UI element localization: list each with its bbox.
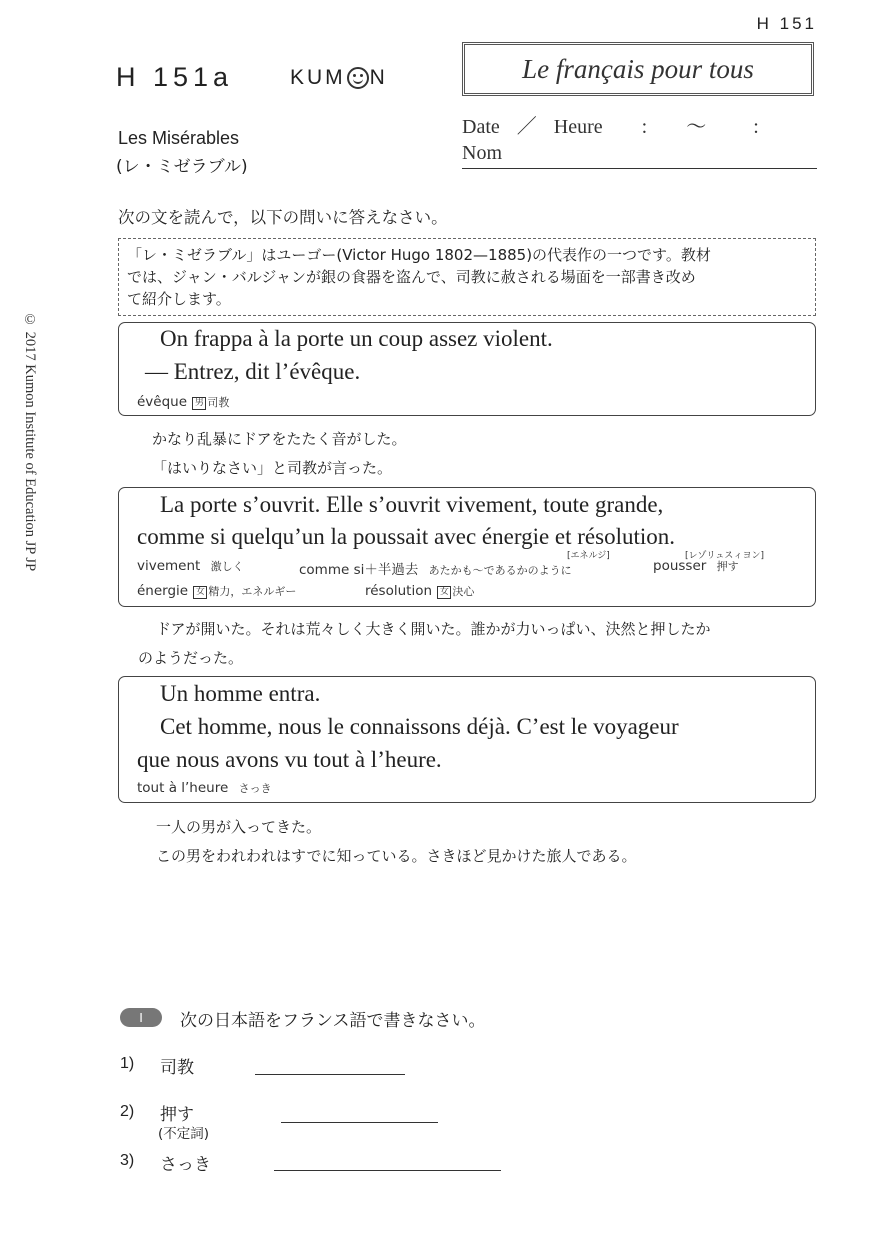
gender-badge: 女 — [437, 586, 451, 599]
question-term: さっき — [160, 1155, 211, 1175]
intro-line: て紹介します。 — [127, 290, 231, 308]
question-number: 2) — [120, 1103, 135, 1120]
question-number: 3) — [120, 1152, 135, 1169]
date-label: Date — [462, 116, 500, 138]
intro-line: では、ジャン・バルジャンが銀の食器を盗んで、司教に赦される場面を一部書き改め — [127, 268, 696, 286]
name-label: Nom — [462, 142, 502, 164]
vocab-meaning: さっき — [238, 782, 272, 795]
lesson-subtitle: (レ・ミゼラブル) — [116, 157, 248, 177]
smiley-o-icon — [347, 67, 369, 89]
vocab-entry — [299, 558, 572, 578]
vocab-meaning: 司教 — [207, 396, 230, 409]
vocab-word: comme si＋半過去 — [299, 562, 419, 578]
french-line: On frappa à la porte un coup assez violent. — [160, 326, 553, 351]
vocab-word: vivement — [137, 558, 201, 574]
vocab-meaning: 精力，エネルギー — [208, 585, 297, 598]
french-line: Cet homme, nous le connaissons déjà. C’est le voyageur — [160, 714, 679, 739]
vocab-word: tout à l’heure — [137, 780, 229, 796]
gender-badge: 女 — [193, 586, 207, 599]
vocab-entry — [137, 583, 296, 599]
translation-line: かなり乱暴にドアをたたく音がした。 — [152, 430, 407, 448]
gender-badge: 男 — [192, 397, 206, 410]
translation-line: のようだった。 — [138, 649, 244, 667]
passage-box-3 — [118, 676, 816, 803]
intro-line: 「レ・ミゼラブル」はユーゴー(Victor Hugo 1802—1885)の代表作の一つです。教材 — [127, 246, 711, 264]
vocab-meaning: あたかも〜であるかのように — [428, 564, 572, 577]
vocab-entry — [137, 394, 229, 410]
brand-left-text: KUM — [290, 66, 346, 89]
translation-line: この男をわれわれはすでに知っている。さきほど見かけた旅人である。 — [156, 847, 637, 865]
question-term: 押す — [160, 1105, 194, 1125]
translation-line: ドアが開いた。それは荒々しく大きく開いた。誰かが力いっぱい、決然と押したか — [156, 620, 711, 638]
french-line: — Entrez, dit l’évêque. — [145, 359, 361, 384]
answer-line[interactable] — [274, 1170, 501, 1171]
question-number: 1) — [120, 1055, 135, 1072]
course-title: Le français pour tous — [522, 53, 754, 84]
time-colon-2: : — [753, 116, 759, 138]
vocab-entry — [137, 558, 244, 574]
french-line: Un homme entra. — [160, 681, 321, 706]
lesson-title: Les Misérables — [118, 128, 240, 148]
vocab-meaning: 決心 — [452, 585, 475, 598]
vocab-entry — [365, 583, 474, 599]
date-time-row — [462, 110, 771, 139]
question-term: 司教 — [160, 1058, 194, 1078]
vocab-entry — [653, 558, 739, 574]
translation-line: 「はいりなさい」と司教が言った。 — [152, 459, 393, 477]
vocab-word: résolution — [365, 583, 433, 599]
date-separator: ／ — [516, 116, 537, 138]
time-colon-1: : — [641, 116, 648, 138]
worksheet-code: H 151a — [116, 62, 234, 92]
reading-instruction: 次の文を読んで，以下の問いに答えなさい。 — [118, 208, 448, 227]
intro-box — [118, 238, 816, 316]
french-line: comme si quelqu’un la poussait avec énergie et résolution. — [137, 524, 676, 549]
vocab-word: évêque — [137, 394, 188, 410]
vocab-meaning: 押す — [716, 560, 739, 573]
vocab-word: pousser — [653, 558, 707, 574]
vocab-entry — [137, 780, 272, 796]
answer-line[interactable] — [281, 1122, 438, 1123]
question-note: (不定詞) — [158, 1126, 210, 1142]
kumon-logo — [290, 66, 388, 90]
time-label: Heure — [553, 116, 603, 138]
time-tilde: 〜 — [686, 116, 707, 138]
course-title-box — [462, 42, 814, 96]
french-line: que nous avons vu tout à l’heure. — [137, 747, 442, 772]
pronunciation-ruby: [エネルジ] — [567, 551, 610, 561]
exercise-instruction: 次の日本語をフランス語で書きなさい。 — [180, 1011, 486, 1031]
page-code: H 151 — [756, 14, 817, 33]
brand-right-text: N — [369, 66, 388, 89]
exercise-number-badge: I — [120, 1008, 162, 1027]
copyright-notice: © 2017 Kumon Institute of Education JP JP — [22, 312, 38, 572]
translation-line: 一人の男が入ってきた。 — [156, 818, 322, 836]
name-field-line[interactable] — [462, 168, 817, 169]
passage-box-2 — [118, 487, 816, 607]
vocab-meaning: 激しく — [210, 560, 244, 573]
passage-box-1 — [118, 322, 816, 416]
answer-line[interactable] — [255, 1074, 405, 1075]
pronunciation-ruby: [レゾリュスィヨン] — [685, 551, 765, 561]
vocab-word: énergie — [137, 583, 189, 599]
french-line: La porte s’ouvrit. Elle s’ouvrit vivement, toute grande, — [160, 492, 664, 517]
